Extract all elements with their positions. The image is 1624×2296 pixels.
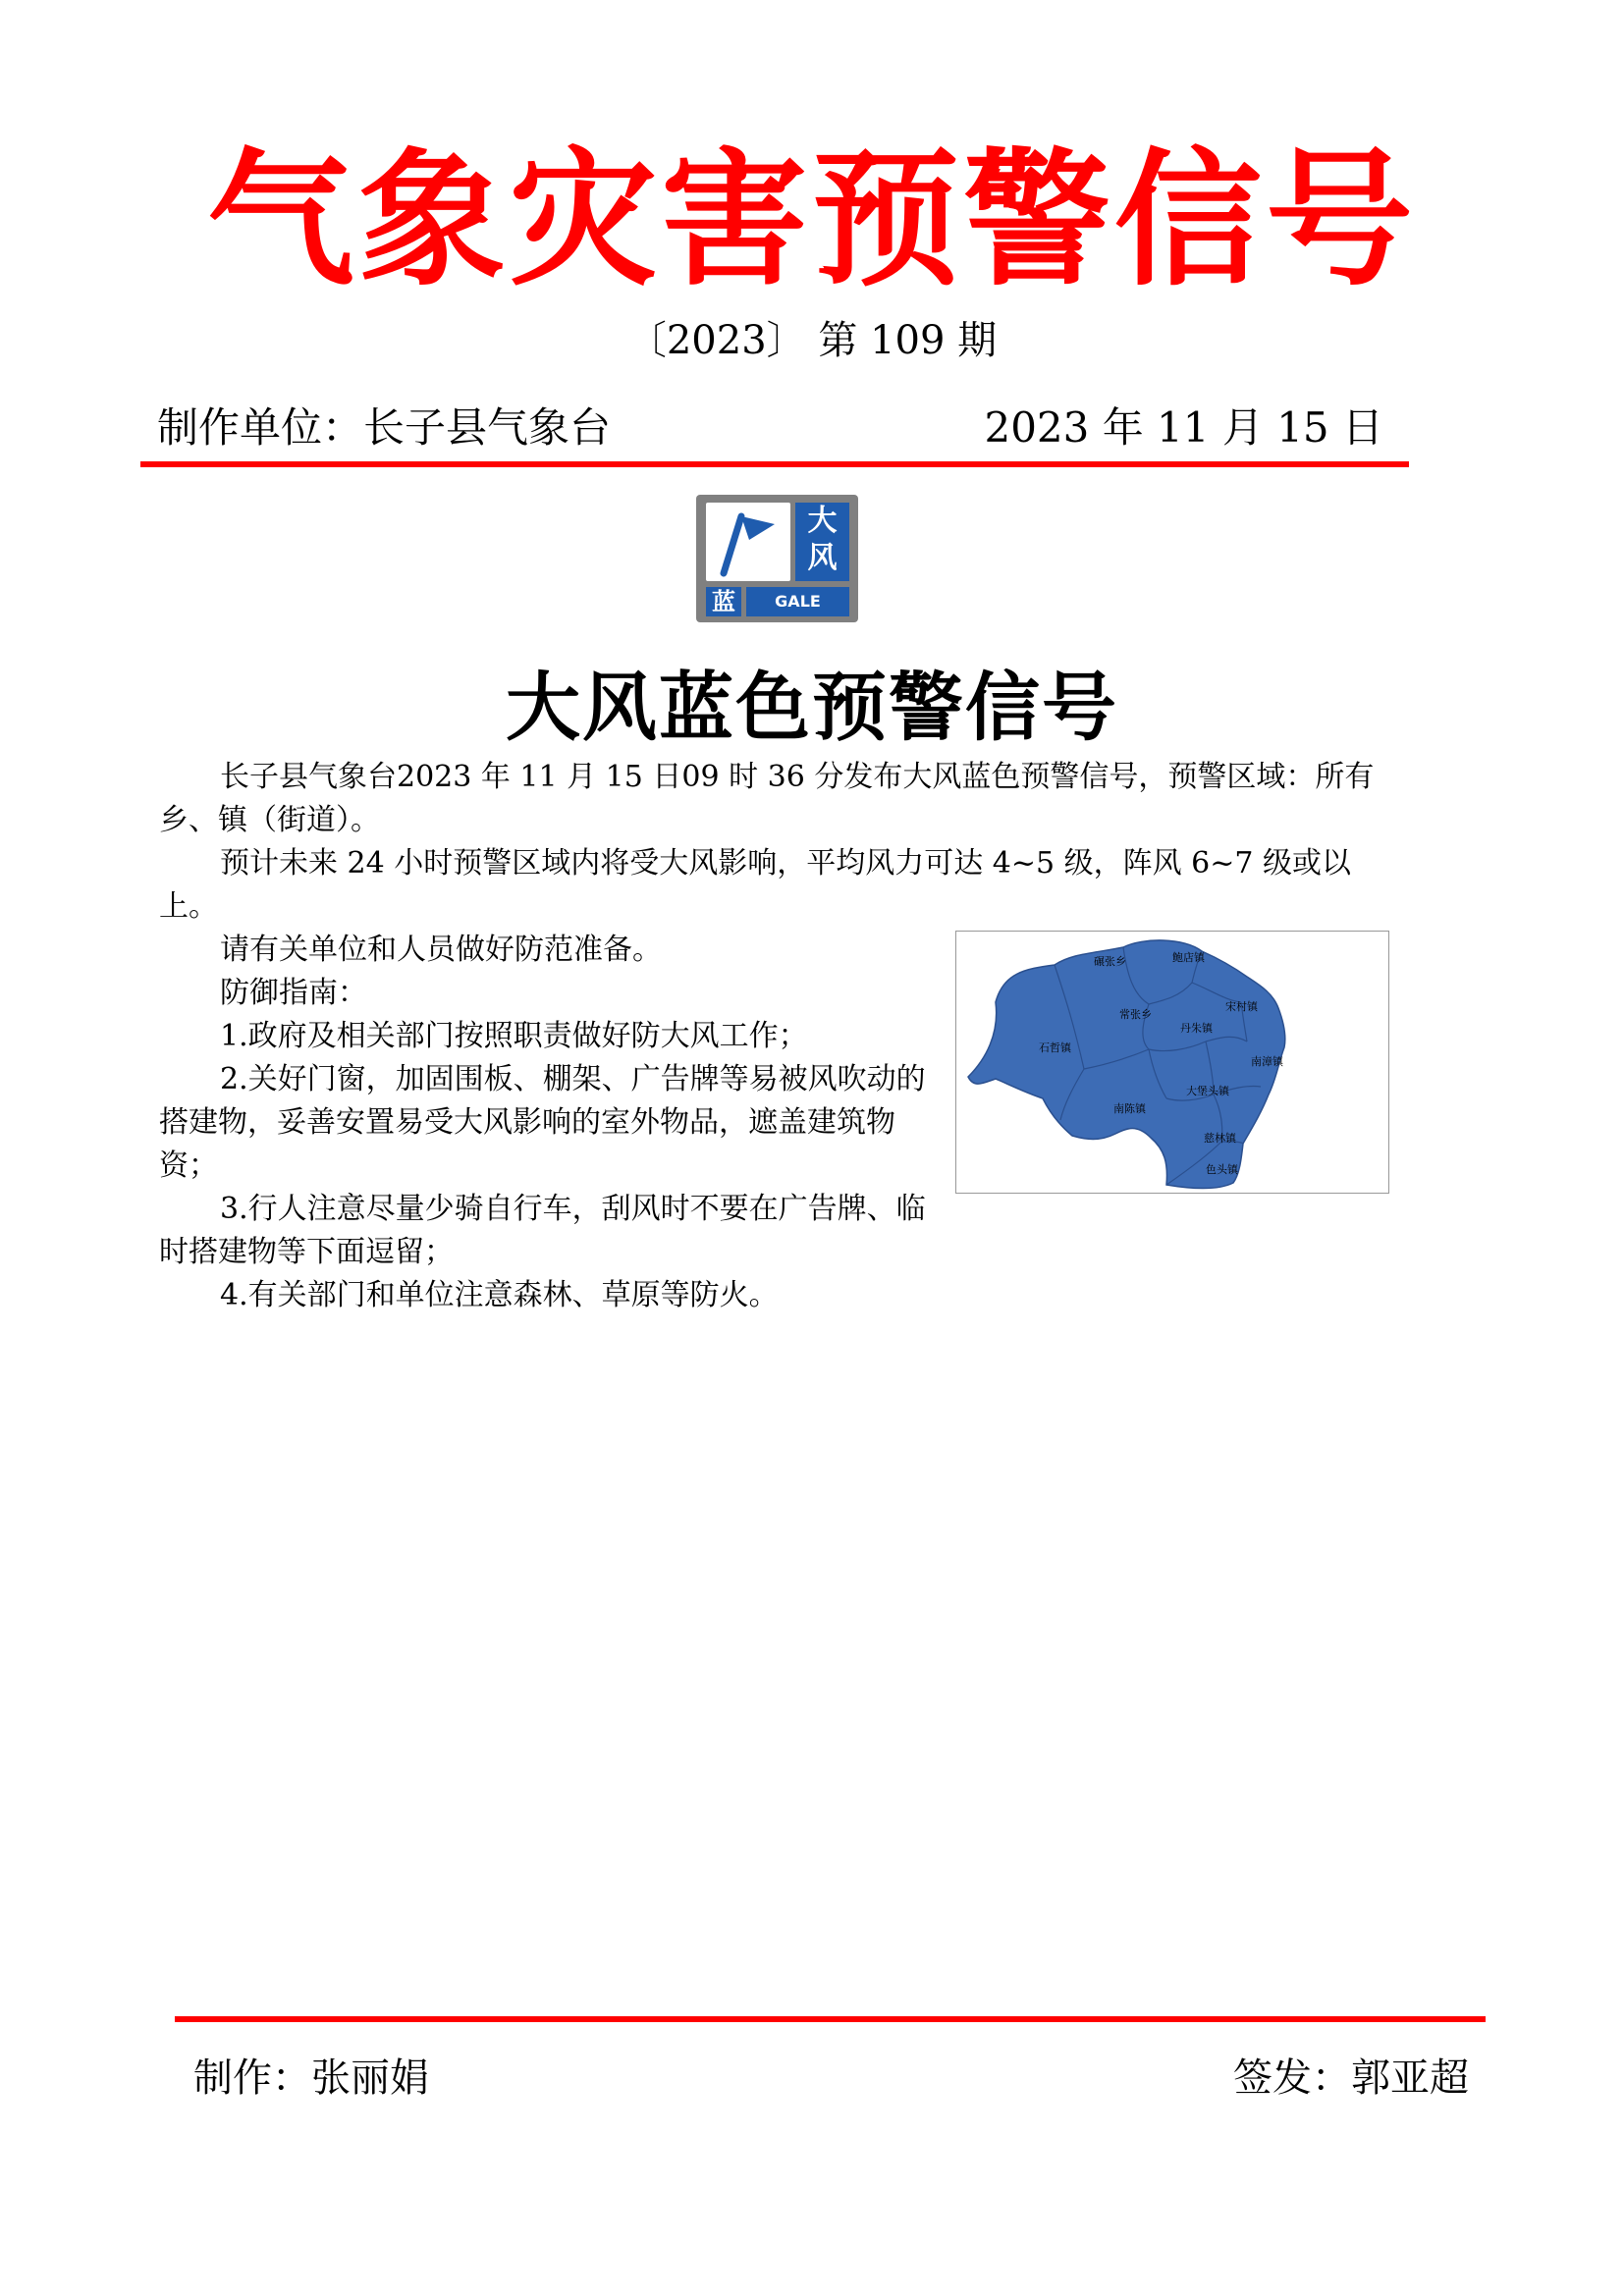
town-label: 大堡头镇 [1186,1085,1229,1097]
county-shape [968,940,1285,1189]
guide-item-3: 3.行人注意尽量少骑自行车，刮风时不要在广告牌、临时搭建物等下面逗留； [159,1192,926,1269]
town-label: 鲍店镇 [1172,951,1205,964]
warning-level-label: 蓝 [706,587,741,616]
warning-area-map [955,931,1389,1194]
town-label: 南陈镇 [1113,1102,1146,1115]
town-label: 色头镇 [1206,1163,1238,1176]
flag-icon [706,503,790,581]
document-title: 气象灾害预警信号 [206,135,1417,306]
gale-label: GALE [746,587,849,616]
header-divider [140,461,1409,467]
gale-blue-warning-icon [696,495,858,622]
paragraph-prepare: 请有关单位和人员做好防范准备。 [220,933,662,967]
guide-item-2: 2.关好门窗，加固围板、棚架、广告牌等易被风吹动的搭建物，妥善安置易受大风影响的室外物品，遮盖建筑物资； [159,1062,926,1183]
town-label: 慈林镇 [1204,1132,1236,1145]
gale-glyph-line2: 风 [807,541,838,575]
guide-item-4: 4.有关部门和单位注意森林、草原等防火。 [220,1278,779,1312]
paragraph-forecast: 预计未来 24 小时预警区域内将受大风影响，平均风力可达 4~5 级，阵风 6~7 级或以上。 [159,846,1352,924]
town-label: 石哲镇 [1039,1041,1071,1054]
gale-glyph [795,503,849,581]
town-label: 宋村镇 [1225,1000,1258,1013]
town-label: 南漳镇 [1251,1055,1283,1068]
town-label: 常张乡 [1119,1008,1152,1021]
maker-name: 制作：张丽娟 [193,2056,429,2101]
signal-title: 大风蓝色预警信号 [506,664,1118,751]
issue-number: 〔2023〕 第 109 期 [626,318,998,363]
guide-heading: 防御指南： [220,976,367,1010]
town-label: 碾张乡 [1094,955,1126,968]
county-map-svg [956,932,1388,1193]
footer-divider [175,2016,1486,2022]
issue-date: 2023 年 11 月 15 日 [984,403,1383,452]
signer-name: 签发：郭亚超 [1233,2056,1469,2101]
paragraph-release: 长子县气象台2023 年 11 月 15 日09 时 36 分发布大风蓝色预警信号，预警区域：所有乡、镇（街道）。 [159,760,1375,837]
town-label: 丹朱镇 [1180,1022,1213,1035]
gale-glyph-line1: 大 [807,504,838,538]
guide-item-1: 1.政府及相关部门按照职责做好防大风工作； [220,1019,808,1053]
issuer-unit: 制作单位：长子县气象台 [157,403,612,452]
